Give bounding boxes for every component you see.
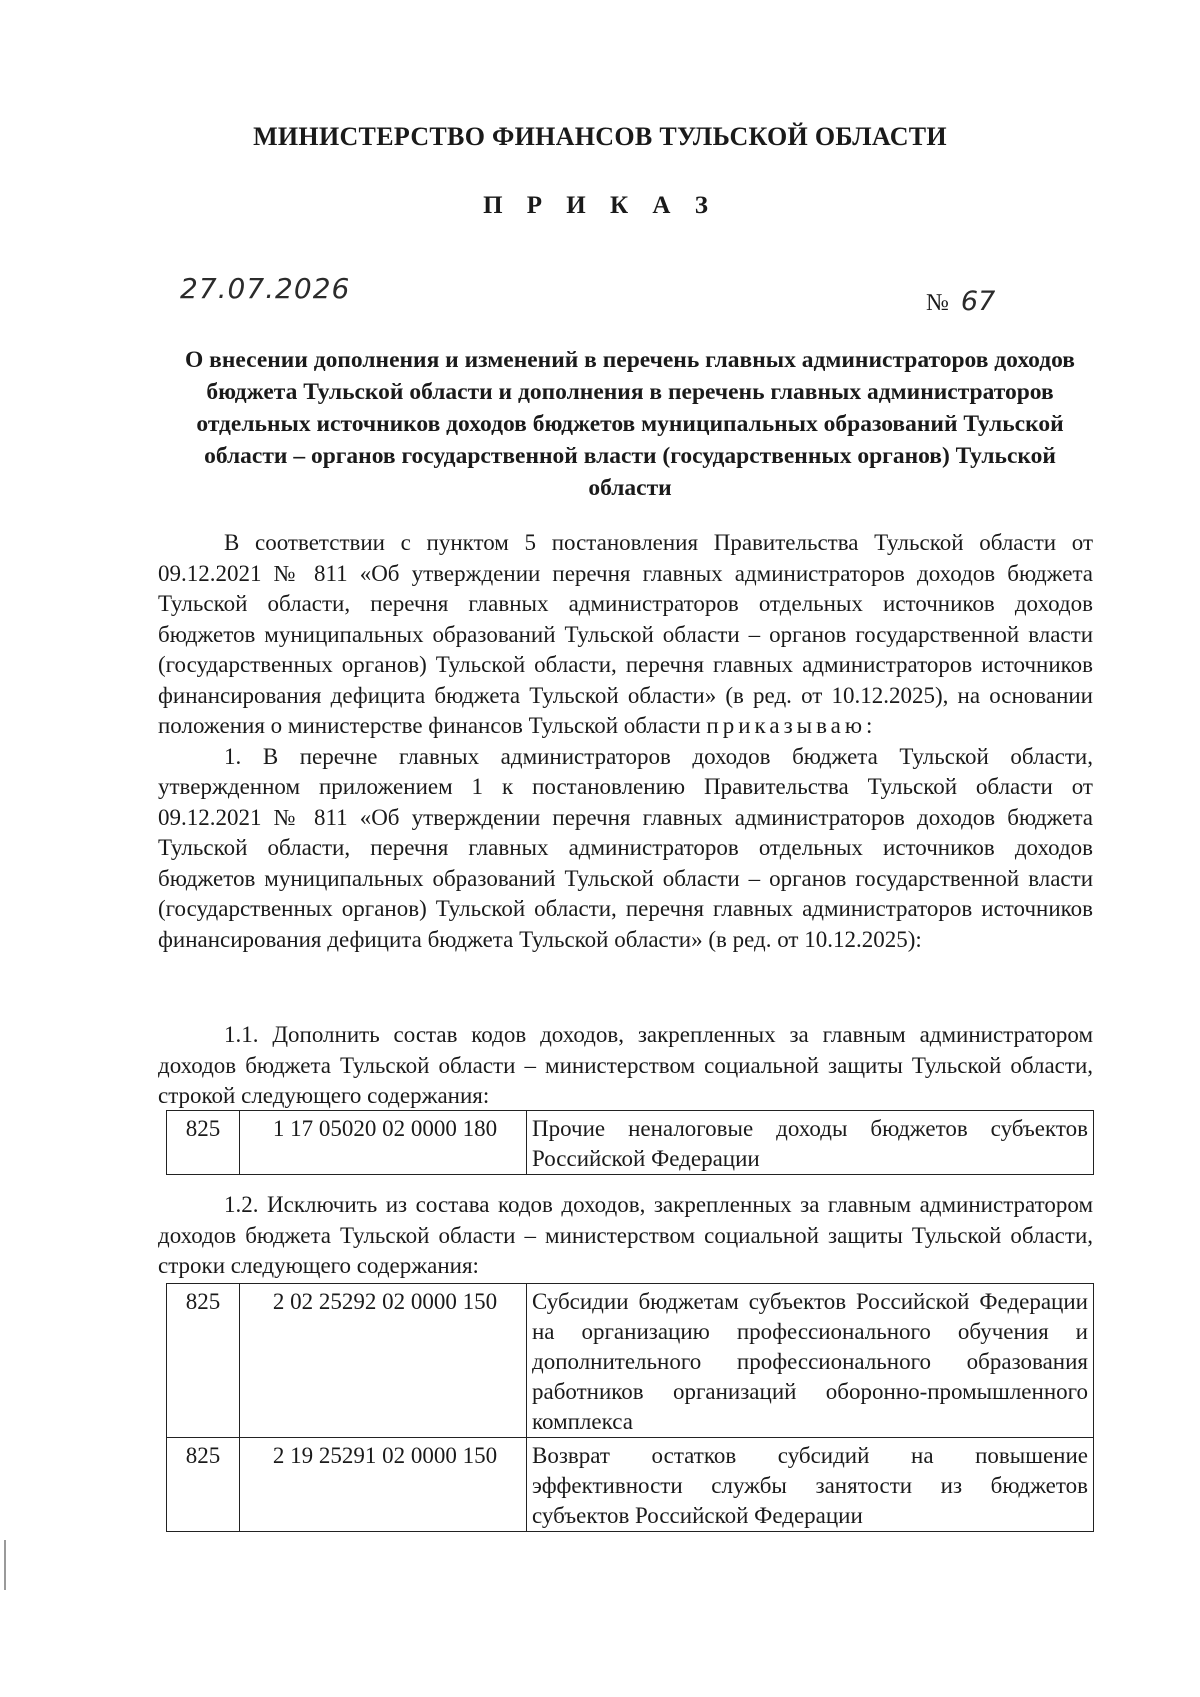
income-code-cell: 1 17 05020 02 0000 180 [240,1111,527,1175]
item-1-2-paragraph: 1.2. Исключить из состава кодов доходов, закрепленных за главным администратором доходов бюджета Тульской области – министерством социальной защиты Тульской области, строки следующего содержания: [158,1192,1093,1278]
admin-code-cell: 825 [167,1284,240,1438]
income-name-cell: Субсидии бюджетам субъектов Российской Федерации на организацию профессионального обучения и дополнительного профессионального образования работников организаций оборонно-промышленного комплекса [527,1284,1094,1438]
order-subject: О внесении дополнения и изменений в перечень главных администраторов доходов бюджета Тульской области и дополнения в перечень главных администраторов отдельных источников доходов бюджетов муниципальных образований Тульской области – органов государственной власти (государственных органов) Тульской области [185,347,1075,501]
table-row [167,1438,1094,1532]
income-code-cell: 2 02 25292 02 0000 150 [240,1284,527,1438]
order-number [926,286,995,317]
income-name-cell: Прочие неналоговые доходы бюджетов субъектов Российской Федерации [527,1111,1094,1175]
ministry-name: МИНИСТЕРСТВО ФИНАНСОВ ТУЛЬСКОЙ ОБЛАСТИ [253,122,947,151]
item-1-paragraph: 1. В перечне главных администраторов доходов бюджета Тульской области, утвержденном приложением 1 к постановлению Правительства Тульской области от 09.12.2021 № 811 «Об утверждении перечня главных администраторов доходов бюджета Тульской области, перечня главных администраторов отдельных источников доходов бюджетов муниципальных образований Тульской области – органов государственной власти (государственных органов) Тульской области, перечня главных администраторов источников финансирования дефицита бюджета Тульской области» (в ред. от 10.12.2025): [158,743,1093,952]
admin-code-cell: 825 [167,1438,240,1532]
preamble-text: В соответствии с пунктом 5 постановления Правительства Тульской области от 09.12.2021 № 811 «Об утверждении перечня главных администраторов доходов бюджета Тульской области, перечня главных администраторов отдельных источников доходов бюджетов муниципальных образований Тульской области – органов государственной власти (государственных органов) Тульской области, перечня главных администраторов источников финансирования дефицита бюджета Тульской области» (в ред. от 10.12.2025), на основании положения о министерстве финансов Тульской области [158,530,1093,738]
add-codes-table [166,1110,1094,1175]
table-row [167,1111,1094,1175]
order-word: приказываю: [706,713,877,738]
item-1-1-paragraph: 1.1. Дополнить состав кодов доходов, закрепленных за главным администратором доходов бюджета Тульской области – министерством социальной защиты Тульской области, строкой следующего содержания: [158,1022,1093,1108]
order-title: П Р И К А З [483,192,717,219]
preamble-paragraph [158,528,1093,742]
number-label: № [926,290,949,316]
table-row [167,1284,1094,1438]
income-code-cell: 2 19 25291 02 0000 150 [240,1438,527,1532]
order-date: 27.07.2026 [180,272,351,305]
body-section [158,528,1093,955]
remove-codes-table [166,1283,1094,1532]
income-name-cell: Возврат остатков субсидий на повышение эффективности службы занятости из бюджетов субъектов Российской Федерации [527,1438,1094,1532]
scan-margin-mark [4,1540,6,1590]
number-value: 67 [960,286,996,317]
admin-code-cell: 825 [167,1111,240,1175]
